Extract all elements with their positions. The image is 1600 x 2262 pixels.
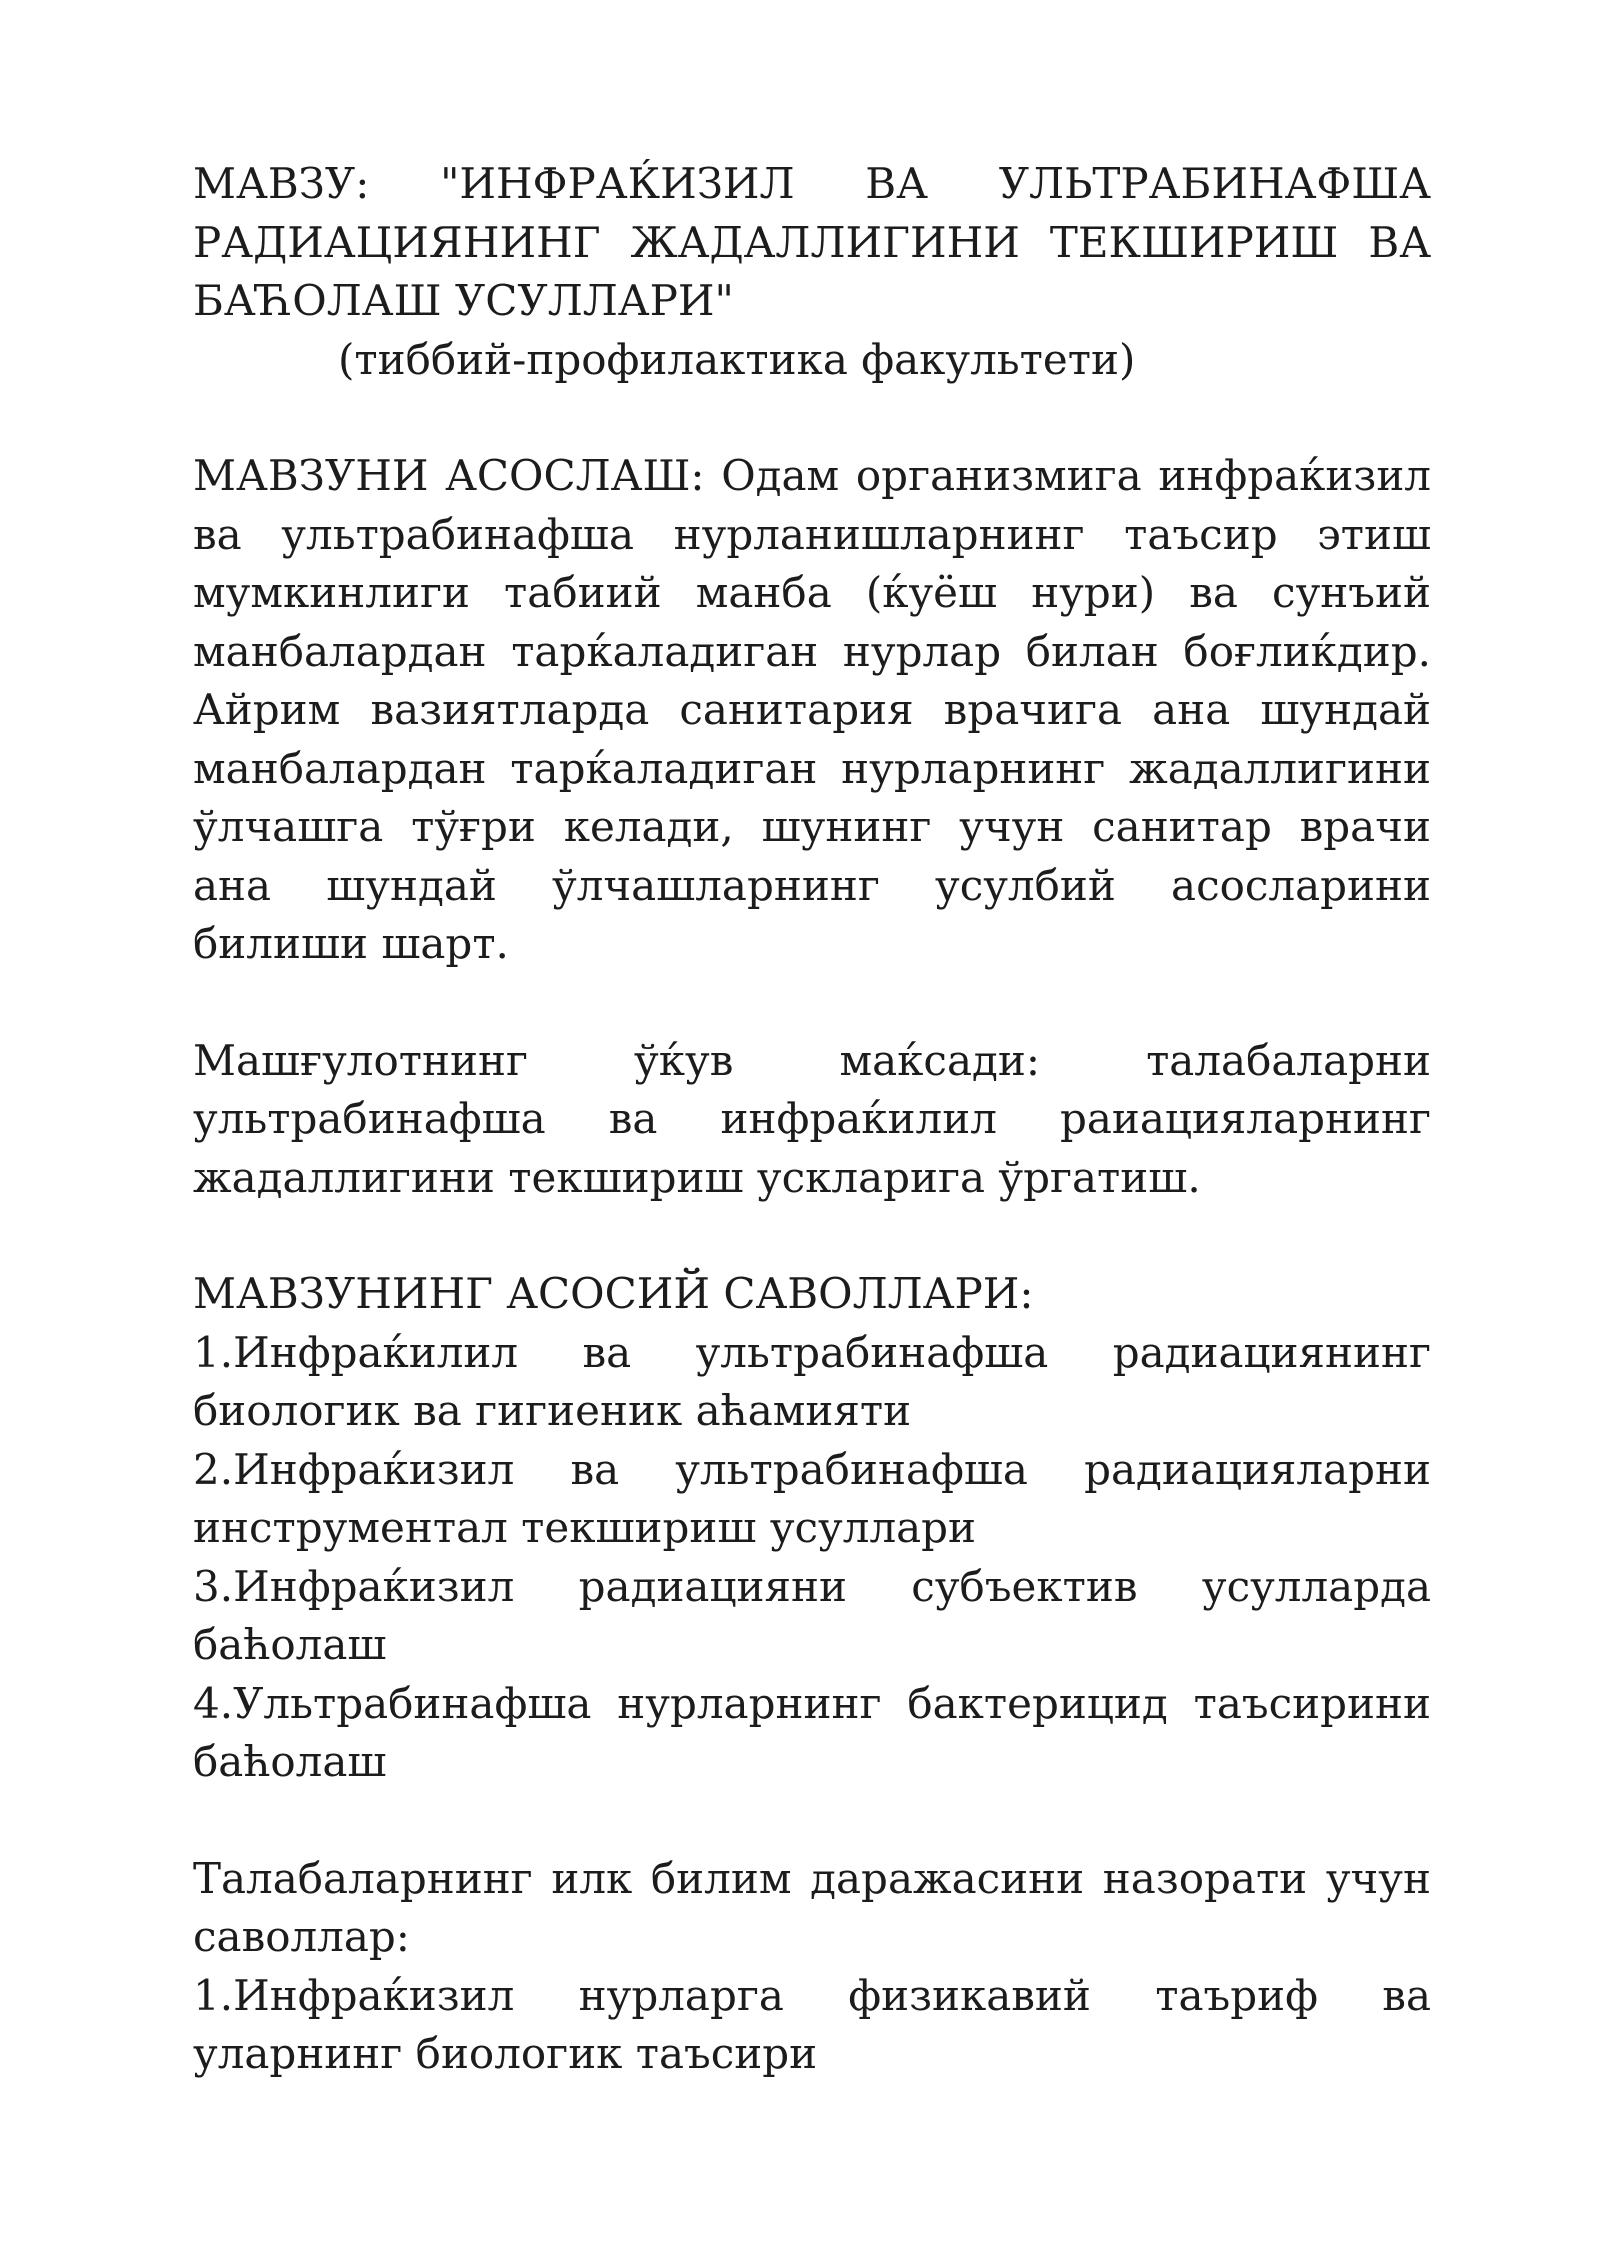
main-question-item: 2.Инфраќизил ва ультрабинафша радиацияларни инструментал текшириш усуллари xyxy=(193,1444,1431,1552)
topic-title: МАВЗУ: "ИНФРАЌИЗИЛ ВА УЛЬТРАБИНАФША РАДИАЦИЯНИНГ ЖАДАЛЛИГИНИ ТЕКШИРИШ ВА БАЋОЛАШ УСУЛЛАРИ" xyxy=(193,159,1431,325)
main-question-item: 1.Инфраќилил ва ультрабинафша радиациянинг биологик ва гигиеник аћамияти xyxy=(193,1327,1431,1435)
control-questions-heading: Талабаларнинг илк билим даражасини назорати учун саволлар: xyxy=(193,1853,1431,1961)
main-question-item: 4.Ультрабинафша нурларнинг бактерицид таъсирини баћолаш xyxy=(193,1678,1431,1786)
control-question-item: 1.Инфраќизил нурларга физикавий таъриф ва уларнинг биологик таъсири xyxy=(193,1970,1431,2078)
main-questions-heading: МАВЗУНИНГ АСОСИЙ САВОЛЛАРИ: xyxy=(193,1269,1034,1318)
faculty-subtitle: (тиббий-профилактика факультети) xyxy=(338,334,1136,384)
lesson-goal-paragraph: Машғулотнинг ўќув маќсади: талабаларни ультрабинафша ва инфраќилил раиацияларнинг жадаллигини текшириш ускларига ўргатиш. xyxy=(193,1035,1431,1202)
rationale-paragraph: МАВЗУНИ АСОСЛАШ: Одам организмига инфраќизил ва ультрабинафша нурланишларнинг таъсир этиш мумкинлиги табиий манба (ќуёш нури) ва сунъий манбалардан тарќаладиган нурлар билан боғлиќдир. Айрим вазиятларда санитария врачига ана шундай манбалардан тарќаладиган нурларнинг жадаллигини ўлчашга тўғри келади, шунинг учун санитар врачи ана шундай ўлчашларнинг усулбий асосларини билиши шарт. xyxy=(193,451,1431,968)
main-question-item: 3.Инфраќизил радиацияни субъектив усулларда баћолаш xyxy=(193,1561,1431,1669)
document-page xyxy=(193,155,1431,2084)
